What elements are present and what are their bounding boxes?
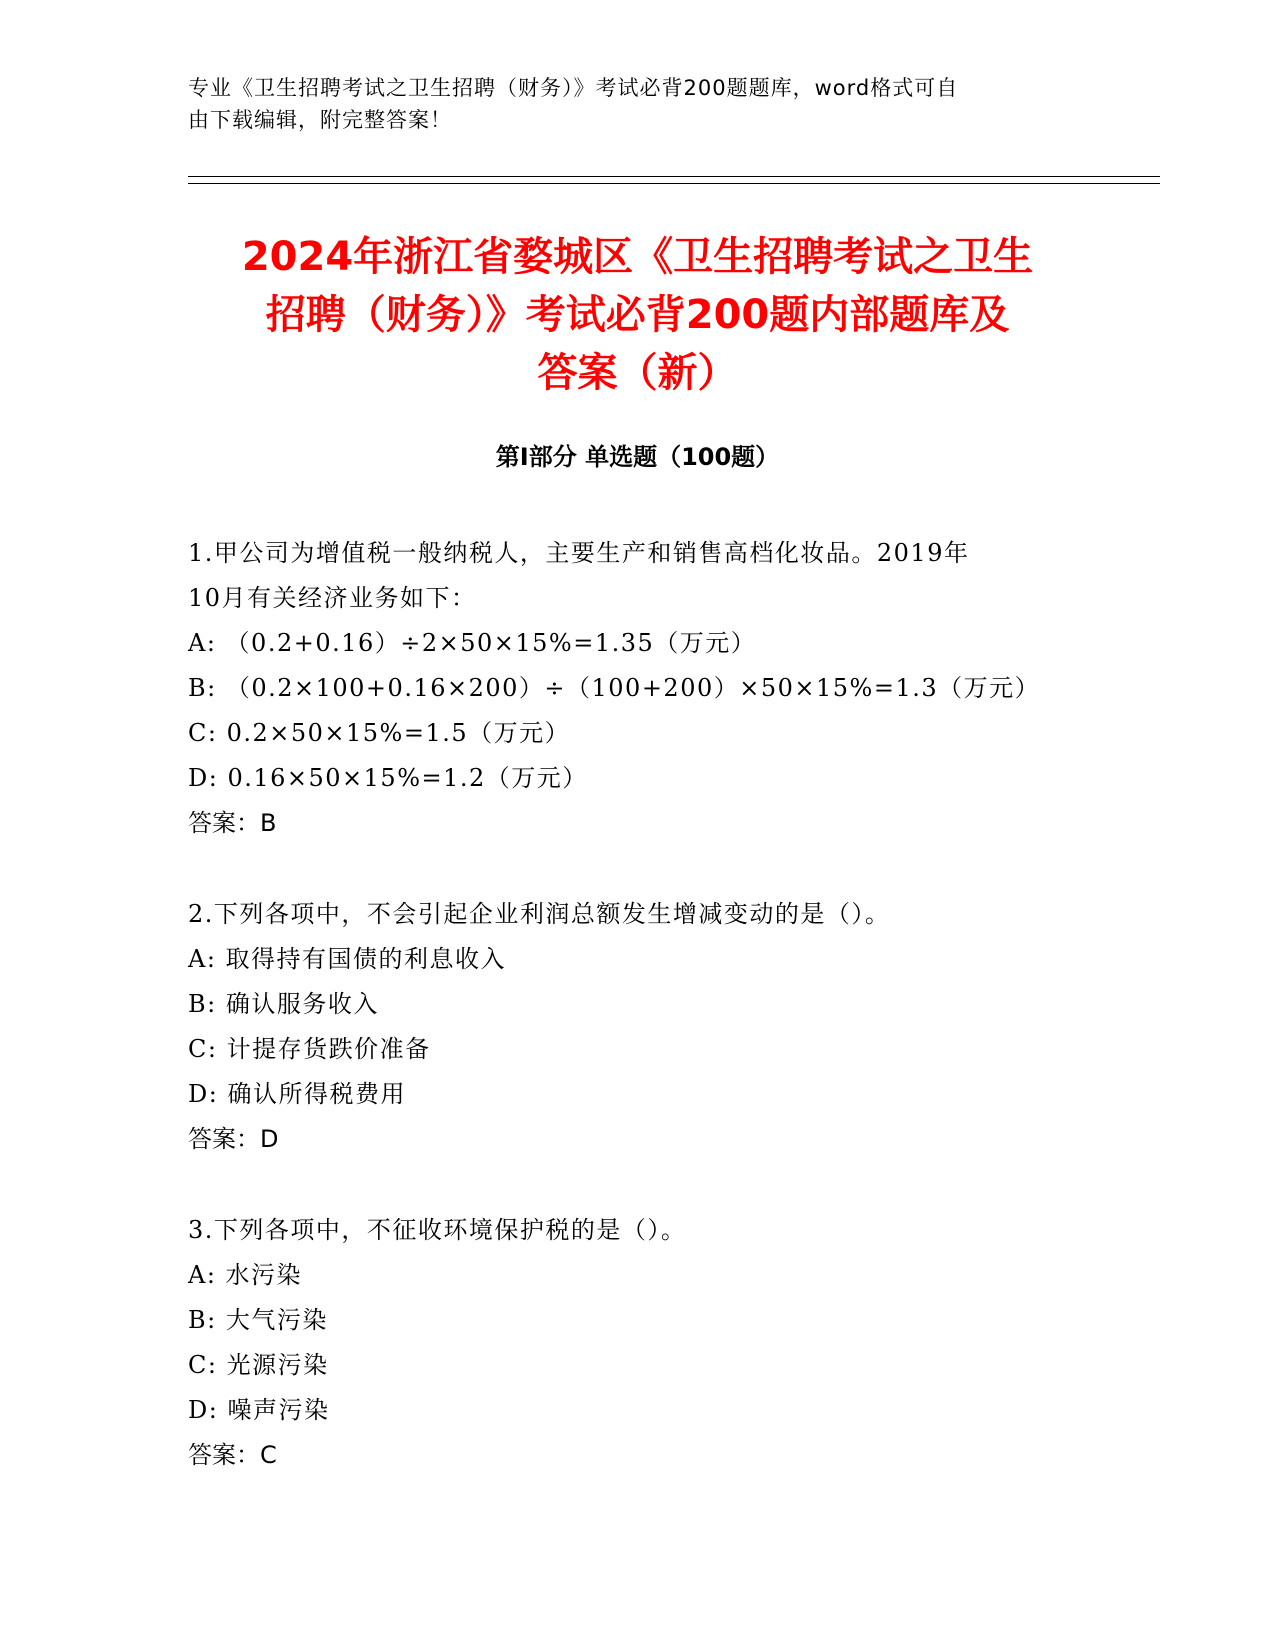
option-d: D: 0.16×50×15%=1.2（万元） <box>188 764 588 792</box>
answer: 答案：B <box>188 809 277 837</box>
document-title-line-3: 答案（新） <box>537 350 738 396</box>
option-c: C: 计提存货跌价准备 <box>188 1035 431 1063</box>
option-b: B: （0.2×100+0.16×200）÷（100+200）×50×15%=1.3（万元） <box>188 674 1041 702</box>
option-a: A: 取得持有国债的利息收入 <box>188 945 507 973</box>
header-rule-bottom <box>188 183 1160 184</box>
option-a: A: 水污染 <box>188 1261 303 1289</box>
question-list <box>188 531 1088 1524</box>
question-stem: 2.下列各项中，不会引起企业利润总额发生增减变动的是（）。 <box>188 900 891 928</box>
question-stem: 3.下列各项中，不征收环境保护税的是（）。 <box>188 1216 687 1244</box>
header-note-line-1: 专业《卫生招聘考试之卫生招聘（财务）》考试必背200题题库，word格式可自 <box>188 76 959 100</box>
option-c: C: 0.2×50×15%=1.5（万元） <box>188 719 571 747</box>
option-c: C: 光源污染 <box>188 1351 329 1379</box>
header-note-line-2: 由下载编辑，附完整答案！ <box>188 108 452 132</box>
question-stem: 1.甲公司为增值税一般纳税人，主要生产和销售高档化妆品。2019年 <box>188 539 970 567</box>
document-title-line-2: 招聘（财务）》考试必背200题内部题库及 <box>265 292 1010 338</box>
question-2 <box>188 892 1088 1162</box>
document-title-line-1: 2024年浙江省婺城区《卫生招聘考试之卫生 <box>241 234 1034 280</box>
question-stem: 10月有关经济业务如下： <box>188 584 477 612</box>
document-title <box>160 228 1115 402</box>
answer: 答案：D <box>188 1125 279 1153</box>
option-b: B: 确认服务收入 <box>188 990 379 1018</box>
question-1 <box>188 531 1088 846</box>
question-3 <box>188 1208 1088 1478</box>
header-rule-top <box>188 176 1160 177</box>
option-a: A: （0.2+0.16）÷2×50×15%=1.35（万元） <box>188 629 757 657</box>
option-d: D: 噪声污染 <box>188 1396 330 1424</box>
option-d: D: 确认所得税费用 <box>188 1080 406 1108</box>
option-b: B: 大气污染 <box>188 1306 328 1334</box>
answer: 答案：C <box>188 1441 277 1469</box>
section-title: 第Ⅰ部分 单选题（100题） <box>495 443 780 471</box>
header-note <box>188 72 1088 136</box>
